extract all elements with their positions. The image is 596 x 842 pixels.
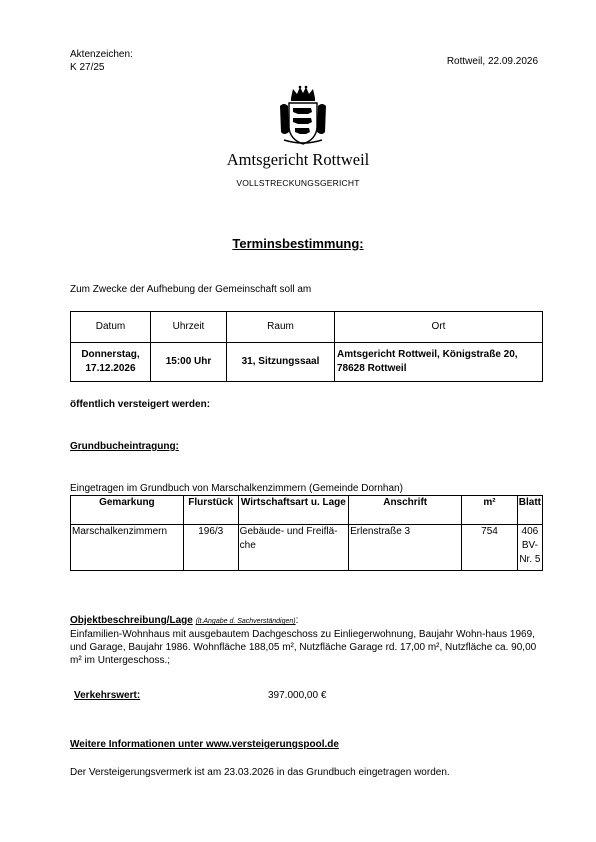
header-flurstueck: Flurstück	[183, 496, 238, 525]
objekt-heading-suffix: :	[295, 615, 299, 626]
objekt-heading-label: Objektbeschreibung/Lage	[70, 615, 193, 626]
page-title: Terminsbestimmung:	[232, 236, 364, 251]
cell-uhrzeit: 15:00 Uhr	[151, 343, 227, 382]
intro-text: Zum Zwecke der Aufhebung der Gemeinschaft soll am	[70, 284, 312, 295]
objekt-heading-note: (lt.Angabe d. Sachverständigen)	[195, 618, 296, 625]
header-gemarkung: Gemarkung	[71, 496, 184, 525]
vermerk-text: Der Versteigerungsvermerk ist am 23.03.2026 in das Grundbuch eingetragen worden.	[70, 767, 450, 778]
header-flaeche: m²	[462, 496, 518, 525]
aktenzeichen-label: Aktenzeichen:	[70, 49, 133, 60]
verkehrswert-value: 397.000,00 €	[268, 690, 327, 701]
termin-table	[70, 311, 543, 382]
cell-gemarkung: Marschalkenzimmern	[71, 525, 184, 571]
auction-statement: öffentlich versteigert werden:	[70, 399, 211, 410]
aktenzeichen-value: K 27/25	[70, 62, 105, 73]
verkehrswert-label: Verkehrswert:	[74, 690, 141, 701]
objekt-heading	[70, 614, 298, 628]
more-info-link[interactable]: Weitere Informationen unter www.versteigerungspool.de	[70, 739, 339, 750]
table-header-row	[71, 496, 543, 525]
header-blatt: Blatt	[517, 496, 542, 525]
header-anschrift: Anschrift	[349, 496, 462, 525]
cell-wirtschaftsart: Gebäude- und Freiflä-che	[238, 525, 348, 571]
cell-datum	[71, 343, 151, 382]
table-row	[71, 343, 543, 382]
place-date: Rottweil, 22.09.2026	[446, 56, 538, 67]
header-wirtschaftsart: Wirtschaftsart u. Lage	[238, 496, 348, 525]
cell-ort: Amtsgericht Rottweil, Königstraße 20, 78628 Rottweil	[335, 343, 543, 382]
header-uhrzeit: Uhrzeit	[151, 312, 227, 343]
table-header-row	[71, 312, 543, 343]
grundbuch-intro: Eingetragen im Grundbuch von Marschalkenzimmern (Gemeinde Dornhan)	[70, 483, 403, 494]
header-raum: Raum	[227, 312, 335, 343]
court-department: VOLLSTRECKUNGSGERICHT	[236, 178, 360, 188]
cell-anschrift: Erlenstraße 3	[349, 525, 462, 571]
header-datum: Datum	[71, 312, 151, 343]
cell-flurstueck: 196/3	[183, 525, 238, 571]
court-name: Amtsgericht Rottweil	[226, 150, 370, 169]
grundbuch-table	[70, 495, 543, 571]
aktenzeichen-block	[70, 48, 133, 74]
baden-wuerttemberg-coat-of-arms-icon	[278, 84, 328, 146]
datum-weekday: Donnerstag,	[81, 349, 140, 360]
header-ort: Ort	[335, 312, 543, 343]
objekt-description: Einfamilien-Wohnhaus mit ausgebautem Dachgeschoss zu Einliegerwohnung, Baujahr Wohn-haus 1969, und Garage, Baujahr 1986. Wohnfläche 188,05 m², Nutzfläche Garage rd. 17,00 m², Nutzfläche ca. 90,00 m² im Untergeschoss.;	[70, 629, 537, 666]
datum-date: 17.12.2026	[85, 363, 136, 374]
table-row	[71, 525, 543, 571]
cell-raum: 31, Sitzungssaal	[227, 343, 335, 382]
cell-flaeche: 754	[462, 525, 518, 571]
cell-blatt: 406 BV-Nr. 5	[517, 525, 542, 571]
grundbuch-heading: Grundbucheintragung:	[70, 441, 179, 452]
